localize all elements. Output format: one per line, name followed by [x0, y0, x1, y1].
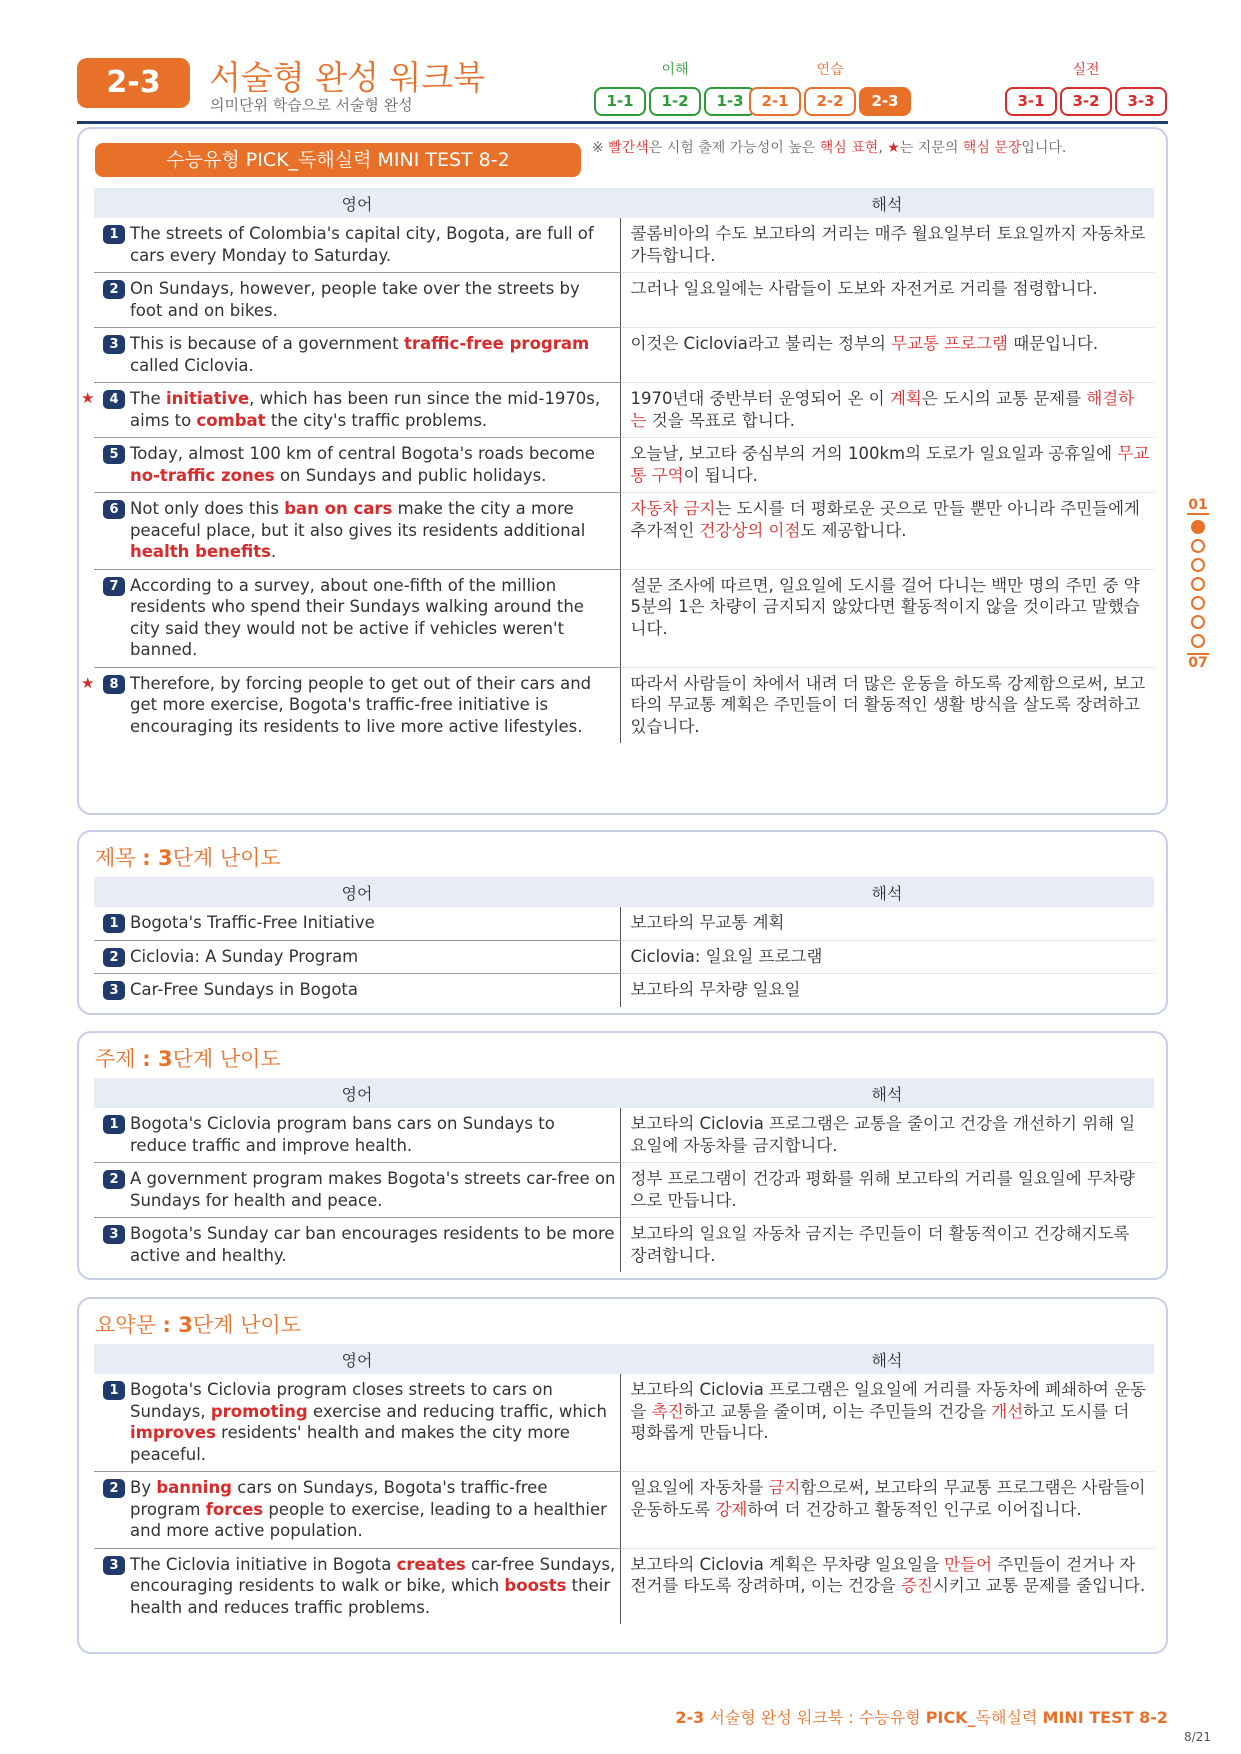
key-translation: 무교통 프로그램 [891, 334, 1008, 353]
translation-text: 보고타의 Ciclovia 프로그램은 교통을 줄이고 건강을 개선하기 위해 일요일에 자동차를 금지합니다. [630, 1114, 1136, 1155]
sentence-text: By [130, 1478, 157, 1497]
translation-text: 하고 교통을 줄이며, 이는 주민들의 건강을 [683, 1401, 992, 1421]
english-cell [81, 667, 620, 743]
korean-cell [620, 1472, 1154, 1549]
section-title-level: : 3 [162, 1313, 193, 1337]
key-expression: banning [156, 1478, 232, 1497]
english-cell [94, 1472, 620, 1549]
sentence-text: , which has been run since the mid-1970s, aims to [130, 389, 601, 430]
row-number-badge: 5 [103, 445, 125, 464]
sentence-text: The Ciclovia initiative in Bogota [130, 1554, 397, 1574]
sentence-text: Today, almost 100 km of central Bogota's roads become [130, 444, 595, 463]
star-icon: ★ [887, 140, 900, 156]
sentence-text: car-free Sundays, encouraging residents to walk or bike, which [130, 1554, 616, 1595]
progress-dot[interactable] [1191, 558, 1205, 572]
level-tab-1-3[interactable]: 1-3 [704, 87, 756, 116]
sentence-text: Bogota's Ciclovia program bans cars on Sundays to reduce traffic and improve health. [130, 1114, 555, 1155]
sentence-text: Bogota's Ciclovia program closes streets to cars on Sundays, [130, 1380, 553, 1421]
translation-text: Ciclovia: 일요일 프로그램 [630, 946, 823, 966]
translation-text: 보고타의 일요일 자동차 금지는 주민들이 더 활동적이고 건강해지도록 장려합니다. [630, 1224, 1130, 1265]
star-icon: ★ [81, 389, 95, 407]
table-row [94, 907, 1154, 940]
korean-cell [620, 328, 1154, 383]
korean-cell [620, 974, 1154, 1007]
korean-cell [620, 218, 1154, 273]
column-header-english: 영어 [94, 188, 620, 218]
section-title-level: : 3 [142, 1047, 173, 1071]
translation-text: 도 제공합니다. [800, 520, 907, 540]
table-row [94, 1472, 1154, 1549]
theme-table [94, 1078, 1154, 1272]
progress-dot[interactable] [1191, 577, 1205, 591]
footer-text: MINI TEST 8-2 [1042, 1708, 1168, 1727]
key-expression: boosts [504, 1576, 567, 1595]
table-row [94, 328, 1154, 383]
note-red-text: 빨간색 [608, 140, 649, 156]
section-title-suffix: 단계 난이도 [172, 1047, 281, 1071]
level-tab-1-2[interactable]: 1-2 [649, 87, 701, 116]
key-expression: forces [205, 1499, 264, 1519]
translation-text: 그러나 일요일에는 사람들이 도보와 자전거로 거리를 점령합니다. [630, 279, 1098, 298]
key-expression: traffic-free program [403, 334, 590, 353]
korean-cell [620, 1374, 1154, 1472]
key-translation: 증진 [901, 1576, 933, 1595]
translation-text: 시키고 교통 문제를 줄입니다. [932, 1576, 1146, 1595]
row-number-badge: 8 [103, 675, 125, 694]
sentence-text: Ciclovia: A Sunday Program [130, 946, 359, 966]
table-row [94, 218, 1154, 273]
translation-text: 주민들이 걷거나 자전거를 타도록 장려하며, 이는 건강을 [630, 1554, 1136, 1595]
english-cell [94, 1218, 620, 1273]
footer-text: 서술형 완성 워크북 : 수능유형 [704, 1708, 926, 1727]
sentence-text: their health and reduces traffic problems. [130, 1576, 611, 1617]
english-cell [94, 438, 620, 493]
section-title-suffix: 단계 난이도 [172, 846, 281, 870]
note-red-text: 핵심 문장 [962, 140, 1022, 156]
section-title-level: : 3 [142, 846, 173, 870]
note-red-text: 핵심 표현 [819, 140, 879, 156]
column-header-english: 영어 [94, 1344, 620, 1374]
section-title-label: 주제 [95, 1047, 143, 1071]
section-title-label: 제목 [95, 846, 143, 870]
sentence-text: make the city a more peaceful place, but it also gives its residents additional [130, 499, 586, 540]
english-cell [94, 907, 620, 940]
level-row-understand [594, 87, 756, 116]
column-header-korean: 해석 [620, 188, 1154, 218]
row-number-badge: 2 [103, 1170, 125, 1189]
table-row [94, 438, 1154, 493]
page-title: 서술형 완성 워크북 [209, 58, 486, 97]
table-row [94, 940, 1154, 974]
level-label-real: 실전 [1072, 62, 1100, 78]
section-title [95, 842, 281, 872]
sentence-text: This is because of a government [130, 334, 404, 353]
column-header-korean: 해석 [620, 1078, 1154, 1108]
summary-table [94, 1344, 1154, 1624]
column-header-korean: 해석 [620, 877, 1154, 907]
progress-dot[interactable] [1191, 634, 1205, 648]
key-translation: 해결하는 [630, 389, 1135, 430]
sentence-text: A government program makes Bogota's streets car-free on Sundays for health and peace. [130, 1169, 616, 1210]
star-icon: ★ [81, 673, 95, 692]
sentence-text: Bogota's Traffic-Free Initiative [130, 913, 375, 932]
row-number-badge: 3 [103, 981, 125, 1000]
row-number-badge: 6 [103, 500, 125, 519]
english-cell [94, 974, 620, 1007]
title-table [94, 877, 1154, 1007]
row-number-badge: 3 [103, 335, 125, 354]
translation-text: 보고타의 무교통 계획 [630, 913, 785, 932]
column-header-korean: 해석 [620, 1344, 1154, 1374]
english-cell [81, 383, 620, 438]
level-tab-3-1[interactable]: 3-1 [1005, 87, 1057, 116]
english-cell [94, 273, 620, 328]
translation-text: 보고타의 Ciclovia 계획은 무차량 일요일을 [630, 1554, 945, 1574]
key-translation: 금지 [768, 1478, 801, 1497]
english-cell [94, 940, 620, 974]
row-number-badge: 7 [103, 577, 125, 596]
footer-text: PICK_ [925, 1708, 976, 1727]
progress-dot[interactable] [1191, 596, 1205, 610]
row-number-badge: 3 [103, 1556, 125, 1575]
translation-text: 설문 조사에 따르면, 일요일에 도시를 걸어 다니는 백만 명의 주민 중 약 5분의 1은 차량이 금지되지 않았다면 활동적이지 않을 것이라고 말했습니다. [630, 575, 1140, 638]
korean-cell [620, 907, 1154, 940]
korean-cell [620, 1163, 1154, 1218]
translation-text: 1970년대 중반부터 운영되어 온 이 [630, 389, 890, 408]
level-tab-2-1[interactable]: 2-1 [749, 87, 801, 116]
sentence-text: The streets of Colombia's capital city, Bogota, are full of cars every Monday to Saturday. [130, 224, 594, 265]
sentence-text: On Sundays, however, people take over the streets by foot and on bikes. [130, 279, 580, 320]
note-text: 은 시험 출제 가능성이 높은 [648, 140, 820, 156]
sentence-text: exercise and reducing traffic, which [307, 1401, 607, 1421]
sentence-text: The [130, 389, 166, 408]
korean-cell [620, 383, 1154, 438]
translation-text: 때문입니다. [1007, 334, 1099, 353]
table-row [94, 974, 1154, 1007]
level-tab-2-3[interactable]: 2-3 [859, 87, 911, 116]
note-text: ※ [592, 140, 609, 156]
level-label-practice: 연습 [816, 62, 844, 78]
translation-text: 정부 프로그램이 건강과 평화를 위해 보고타의 거리를 일요일에 무차량으로 만듭니다. [630, 1169, 1135, 1210]
english-cell [94, 569, 620, 667]
table-row [94, 493, 1154, 570]
sentence-text: Car-Free Sundays in Bogota [130, 980, 359, 999]
korean-cell [620, 493, 1154, 570]
progress-dot[interactable] [1191, 520, 1205, 534]
key-translation: 강제 [715, 1499, 748, 1519]
translation-text: 콜롬비아의 수도 보고타의 거리는 매주 월요일부터 토요일까지 자동차로 가득합니다. [630, 224, 1146, 265]
sentence-text: . [270, 542, 277, 561]
key-expression: combat [196, 410, 266, 430]
sentence-text: the city's traffic problems. [265, 410, 488, 430]
translation-text: 보고타의 무차량 일요일 [630, 980, 801, 999]
translation-text: 는 도시를 더 평화로운 곳으로 만들 뿐만 아니라 주민들에게 추가적인 [630, 499, 1140, 540]
english-cell [94, 1374, 620, 1472]
side-dots [1178, 520, 1218, 648]
korean-cell [620, 438, 1154, 493]
sentence-text: Not only does this [130, 499, 285, 518]
legend-note [592, 139, 1157, 157]
table-row [94, 273, 1154, 328]
korean-cell [620, 273, 1154, 328]
key-translation: 개선 [991, 1401, 1024, 1421]
korean-cell [620, 1548, 1154, 1624]
row-number-badge: 2 [103, 1479, 125, 1498]
table-row [94, 1163, 1154, 1218]
section-title [95, 1043, 281, 1073]
translation-text: 일요일에 자동차를 [630, 1478, 769, 1497]
table-row [94, 1108, 1154, 1163]
note-text: , [878, 140, 888, 156]
level-tab-3-3[interactable]: 3-3 [1115, 87, 1167, 116]
level-tab-2-2[interactable]: 2-2 [804, 87, 856, 116]
english-cell [94, 1548, 620, 1624]
english-cell [94, 328, 620, 383]
progress-dot[interactable] [1191, 539, 1205, 553]
translation-text: 함으로써, 보고타의 무교통 프로그램은 사람들이 운동하도록 [630, 1478, 1146, 1519]
section-title-suffix: 단계 난이도 [192, 1313, 301, 1337]
side-nav-start: 01 [1188, 497, 1208, 513]
sentence-text: Therefore, by forcing people to get out of their cars and get more exercise, Bogota's traffic-free initiative is encouraging its residents to live more active lifestyles. [130, 673, 592, 736]
side-progress-nav [1178, 497, 1218, 671]
table-row [94, 1374, 1154, 1472]
english-cell [94, 1163, 620, 1218]
english-cell [94, 1108, 620, 1163]
table-row [94, 667, 1154, 743]
key-expression: no-traffic zones [130, 465, 275, 485]
sentence-text: residents' health and makes the city more peaceful. [130, 1423, 570, 1464]
passage-section [77, 127, 1168, 815]
section-title [95, 1309, 301, 1339]
side-nav-end: 07 [1188, 655, 1208, 671]
translation-text: 오늘날, 보고타 중심부의 거의 100km의 도로가 일요일과 공휴일에 [630, 444, 1118, 463]
english-cell [94, 218, 620, 273]
english-cell [94, 493, 620, 570]
korean-cell [620, 1108, 1154, 1163]
row-number-badge: 4 [103, 390, 125, 409]
table-row [94, 1548, 1154, 1624]
row-number-badge: 1 [103, 225, 125, 244]
level-tab-1-1[interactable]: 1-1 [594, 87, 646, 116]
translation-text: 것을 목표로 합니다. [646, 410, 795, 430]
translation-text: 따라서 사람들이 차에서 내려 더 많은 운동을 하도록 강제함으로써, 보고타의 무교통 계획은 주민들이 더 활동적인 생활 방식을 살도록 장려하고 있습니다. [630, 673, 1146, 736]
korean-cell [620, 667, 1154, 743]
translation-text: 은 도시의 교통 문제를 [921, 389, 1087, 408]
key-expression: ban on cars [284, 499, 393, 518]
passage-table [81, 188, 1154, 743]
sentence-text: people to exercise, leading to a healthier and more active population. [130, 1499, 607, 1540]
key-translation: 무교통 구역 [630, 444, 1150, 485]
summary-section [77, 1297, 1168, 1654]
unit-badge: 2-3 [77, 58, 190, 108]
korean-cell [620, 1218, 1154, 1273]
key-expression: initiative [165, 389, 250, 408]
column-header-english: 영어 [94, 1078, 620, 1108]
page-header [77, 52, 1168, 124]
row-number-badge: 1 [103, 914, 125, 933]
level-row-practice [749, 87, 911, 116]
note-text: 입니다. [1021, 140, 1067, 156]
row-number-badge: 2 [103, 280, 125, 299]
title-section [77, 830, 1168, 1015]
sentence-text: on Sundays and public holidays. [274, 465, 547, 485]
progress-dot[interactable] [1191, 615, 1205, 629]
key-expression: improves [130, 1423, 216, 1442]
sentence-text: Bogota's Sunday car ban encourages residents to be more active and healthy. [130, 1224, 615, 1265]
sentence-text: According to a survey, about one-fifth of the million residents who spend their Sundays walking around the city said they would not be active if vehicles weren't banned. [130, 575, 584, 659]
footer-unit: 2-3 [675, 1708, 705, 1727]
section-title-label: 요약문 [95, 1313, 163, 1337]
level-row-real [1005, 87, 1167, 116]
note-text: 는 지문의 [899, 140, 963, 156]
footer-text: 독해실력 [975, 1708, 1043, 1727]
korean-cell [620, 569, 1154, 667]
column-header-english: 영어 [94, 877, 620, 907]
table-row [94, 383, 1154, 438]
key-translation: 자동차 금지 [630, 499, 716, 518]
test-badge: 수능유형 PICK_독해실력 MINI TEST 8-2 [95, 143, 581, 177]
translation-text: 보고타의 Ciclovia 프로그램은 일요일에 거리를 자동차에 폐쇄하여 운동을 [630, 1380, 1146, 1421]
table-row [94, 1218, 1154, 1273]
key-expression: creates [396, 1554, 466, 1574]
korean-cell [620, 940, 1154, 974]
translation-text: 이 됩니다. [683, 465, 758, 485]
translation-text: 하여 더 건강하고 활동적인 인구로 이어집니다. [747, 1499, 1082, 1519]
row-number-badge: 1 [103, 1381, 125, 1400]
sentence-text: cars on Sundays, Bogota's traffic-free program [130, 1478, 548, 1519]
theme-section [77, 1031, 1168, 1280]
key-translation: 만들어 [944, 1554, 993, 1574]
page-footer [675, 1705, 1168, 1728]
key-translation: 계획 [889, 389, 922, 408]
row-number-badge: 2 [103, 948, 125, 967]
row-number-badge: 3 [103, 1225, 125, 1244]
translation-text: 하고 도시를 더 평화롭게 만듭니다. [630, 1401, 1130, 1442]
page-subtitle: 의미단위 학습으로 서술형 완성 [210, 96, 413, 114]
key-translation: 건강상의 이점 [699, 520, 801, 540]
key-expression: promoting [210, 1401, 308, 1421]
page-number: 8/21 [1184, 1730, 1211, 1744]
level-tab-3-2[interactable]: 3-2 [1060, 87, 1112, 116]
key-translation: 촉진 [651, 1401, 684, 1421]
translation-text: 이것은 Ciclovia라고 불리는 정부의 [630, 334, 892, 353]
row-number-badge: 1 [103, 1115, 125, 1134]
key-expression: health benefits [130, 542, 271, 561]
level-label-understand: 이해 [661, 62, 689, 78]
sentence-text: called Ciclovia. [130, 355, 254, 375]
table-row [94, 569, 1154, 667]
